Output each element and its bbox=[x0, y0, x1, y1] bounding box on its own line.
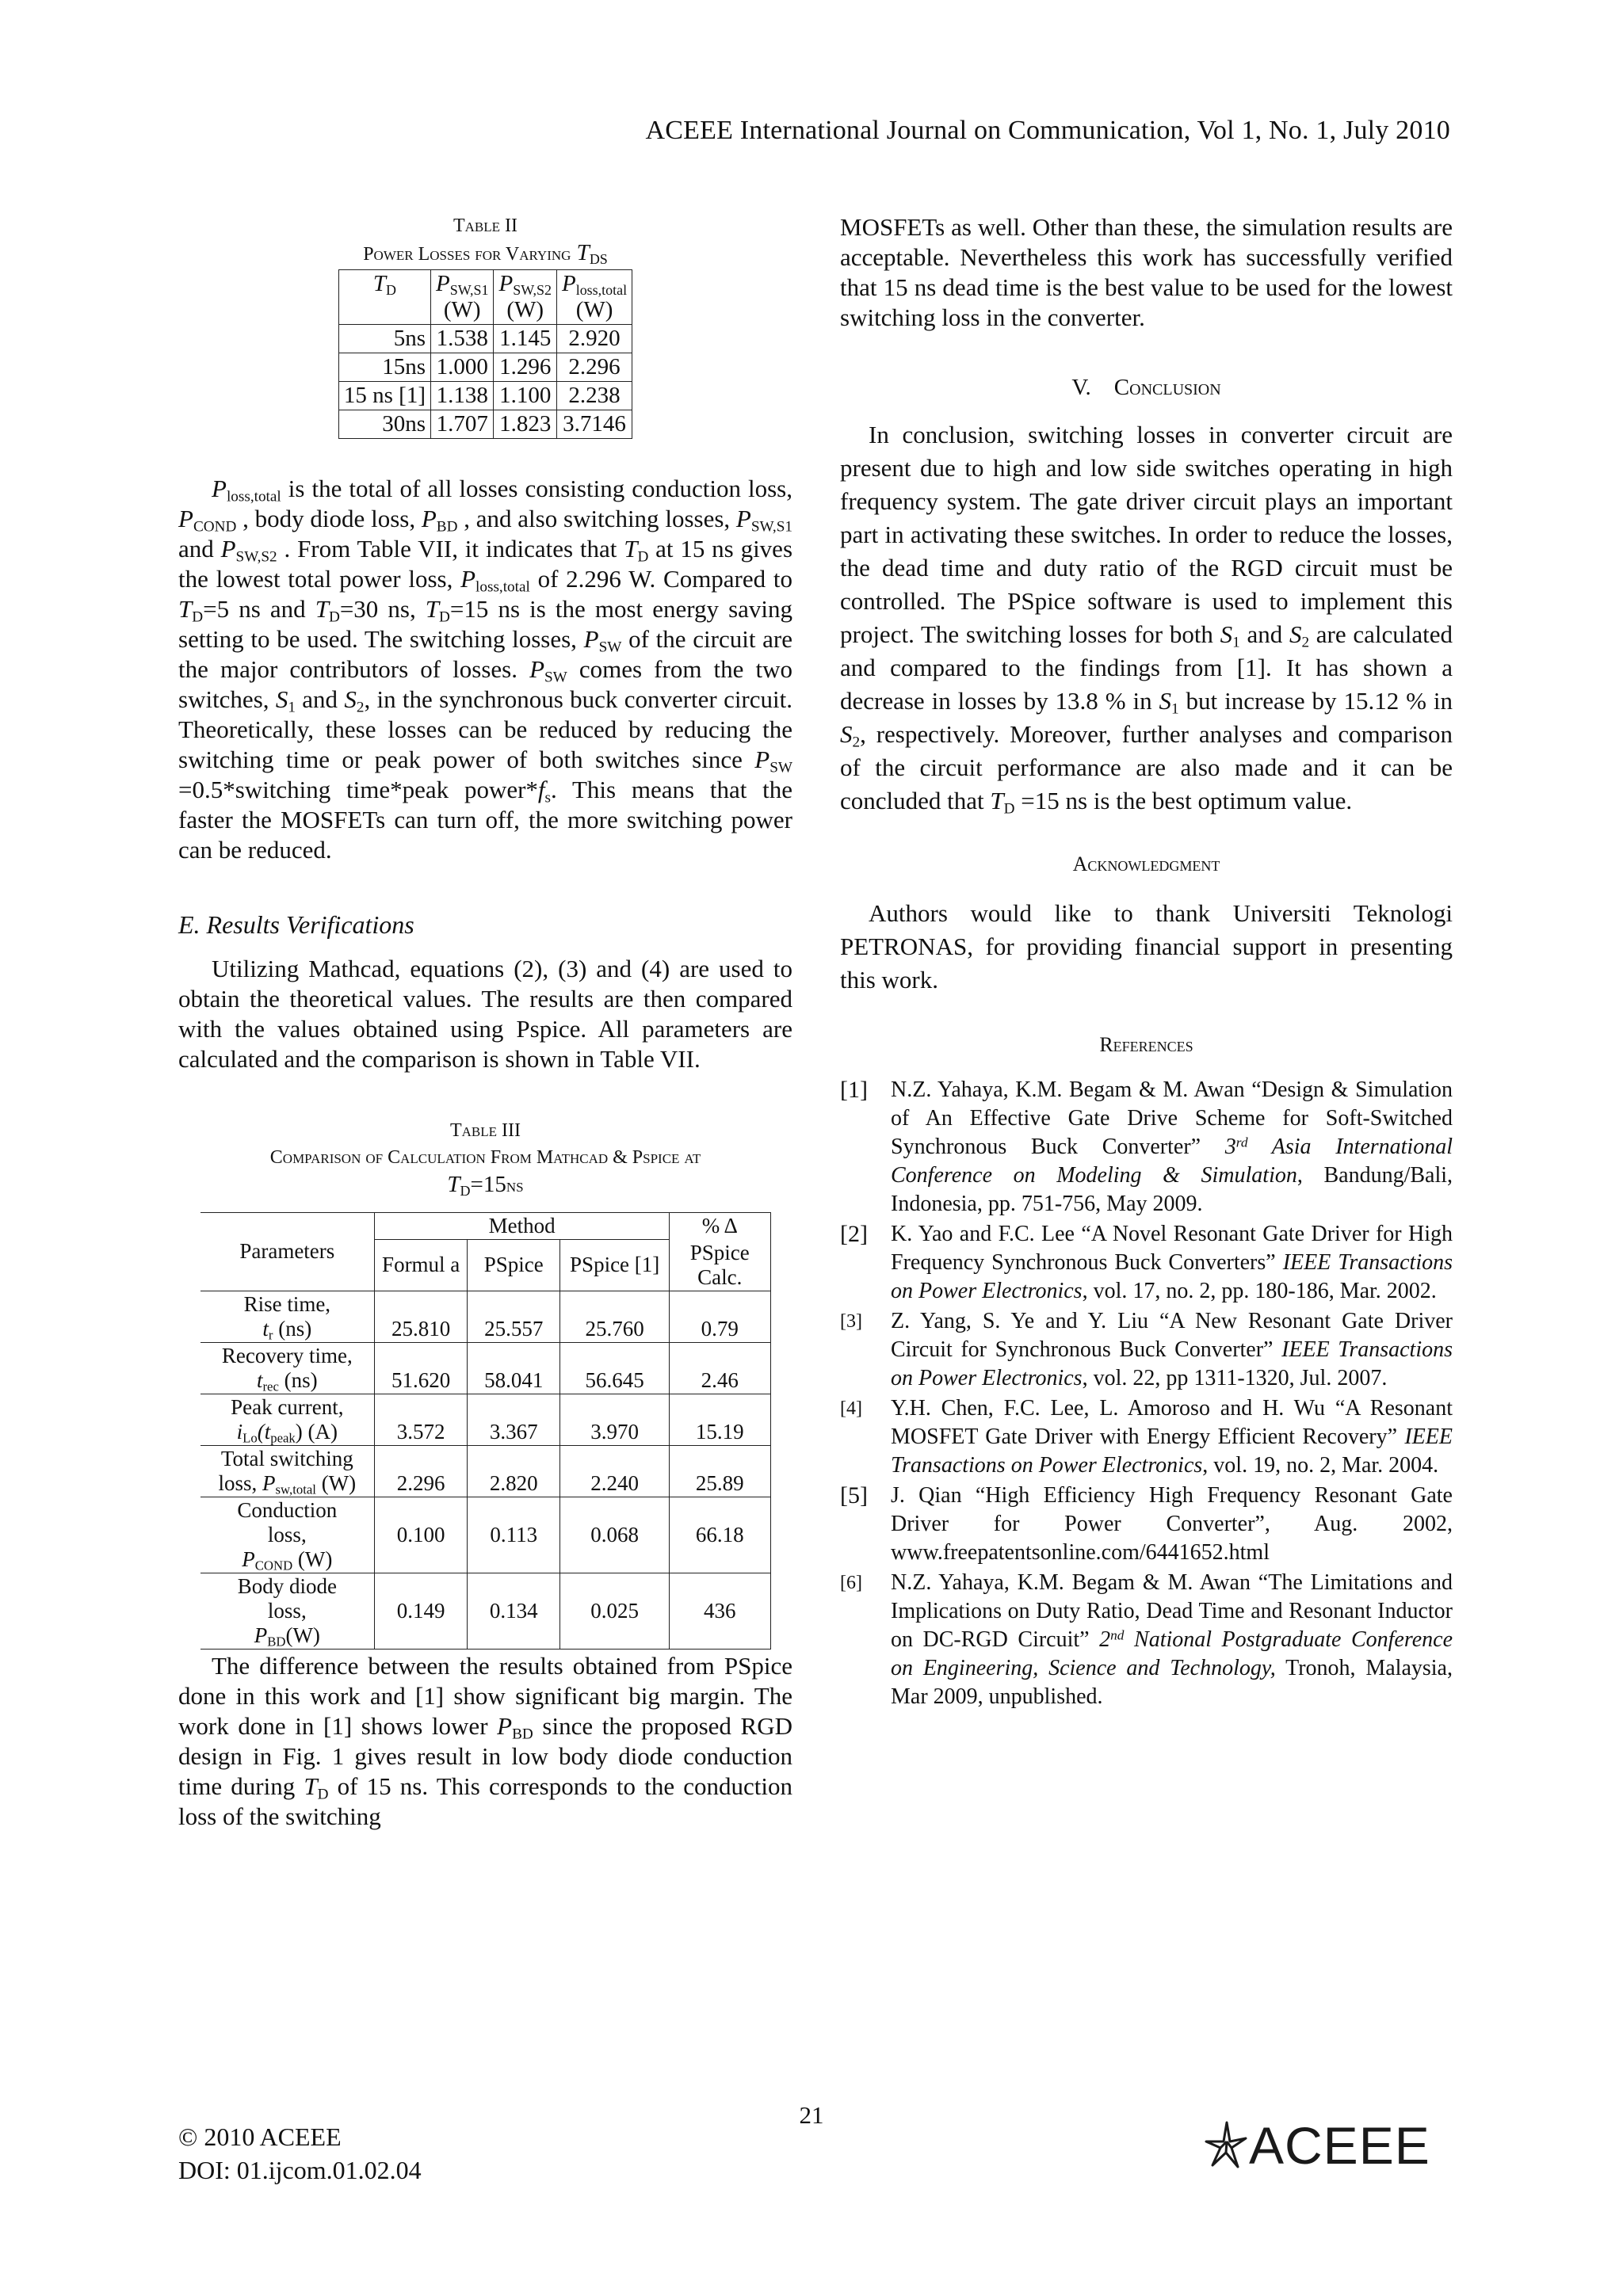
table-cell: 3.367 bbox=[468, 1394, 560, 1445]
table-cell: 25.810 bbox=[375, 1291, 468, 1342]
table-cell: Total switching loss, $P_{sw,total}$ (W) bbox=[200, 1445, 375, 1497]
table-cell: 2.46 bbox=[670, 1342, 770, 1394]
table-row bbox=[338, 382, 632, 410]
table-cell: 3.970 bbox=[560, 1394, 670, 1445]
table-cell: 25.557 bbox=[468, 1291, 560, 1342]
table2-caption bbox=[178, 212, 792, 268]
copyright: © 2010 ACEEE bbox=[178, 2122, 342, 2151]
reference-list bbox=[840, 1076, 1453, 1711]
running-header: ACEEE International Journal on Communication, Vol 1, No. 1, July 2010 bbox=[645, 116, 1450, 145]
table3 bbox=[200, 1212, 771, 1650]
acknowledgment-heading: Acknowledgment bbox=[1072, 852, 1220, 875]
table-cell: 30ns bbox=[338, 410, 430, 439]
table-row bbox=[200, 1394, 771, 1445]
table3-sub-pspice1: PSpice [1] bbox=[560, 1240, 670, 1291]
table3-col-method: Method bbox=[375, 1213, 670, 1240]
table-row bbox=[200, 1497, 771, 1573]
table-cell: 3.7146 bbox=[556, 410, 632, 439]
table-cell: 5ns bbox=[338, 325, 430, 353]
table2-title: Power Losses for Varying $T_{DS}$ bbox=[363, 240, 608, 268]
table-cell: 58.041 bbox=[468, 1342, 560, 1394]
references-heading: References bbox=[1099, 1033, 1193, 1056]
right-column bbox=[840, 212, 1453, 1713]
table-cell: 2.296 bbox=[375, 1445, 468, 1497]
table2-col-ploss-total: $P_{loss,total}$ (W) bbox=[556, 270, 632, 325]
table-cell: Rise time, $t_r$ (ns) bbox=[200, 1291, 375, 1342]
reference-item: [6] N.Z. Yahaya, K.M. Begam & M. Awan “The Limitations and Implications on Duty Ratio, Dead Time and Resonant Inductor on DC-RGD Circuit” 2nd National Postgraduate Conference on Engineering, Science and Technology, Tronoh, Malaysia, Mar 2009, unpublished. bbox=[840, 1570, 1453, 1709]
table-cell: 15 ns [1] bbox=[338, 382, 430, 410]
table3-sub-formula: Formul a bbox=[375, 1240, 468, 1291]
conclusion-heading: V. Conclusion bbox=[1071, 375, 1221, 400]
table-row bbox=[200, 1291, 771, 1342]
table-cell: 2.240 bbox=[560, 1445, 670, 1497]
table-cell: Recovery time, $t_{rec}$ (ns) bbox=[200, 1342, 375, 1394]
table3-caption bbox=[178, 1117, 792, 1199]
table-cell: 3.572 bbox=[375, 1394, 468, 1445]
table3-title: Comparison of Calculation From Mathcad & Pspice at bbox=[269, 1147, 701, 1168]
table-cell: Peak current, $i_{Lo}(t_{peak})$ (A) bbox=[200, 1394, 375, 1445]
table-row bbox=[200, 1573, 771, 1649]
paragraph-ploss-total: $P_{loss,total}$ is the total of all losses consisting conduction loss, $P_{COND}$ , body diode loss, $P_{BD}$ , and also switching losses, $P_{SW,S1}$ and $P_{SW,S2}$ . From Table VII, it indicates that $T_D$ at 15 ns gives the lowest total power loss, $P_{loss,total}$ of 2.296 W. Compared to $T_D=5$ ns and $T_D=30$ ns, $T_D=15$ ns is the most energy saving setting to be used. The switching losses, $P_{SW}$ of the circuit are the major contributors of losses. $P_{SW}$ comes from the two switches, $S_1$ and $S_2$, in the synchronous buck converter circuit. Theoretically, these losses can be reduced by reducing the switching time or peak power of both switches since $P_{SW}$ =0.5*switching time*peak $power*f_s$. This means that the faster the MOSFETs can turn off, the more switching power can be reduced. bbox=[178, 475, 793, 864]
table3-header-row-1 bbox=[200, 1213, 771, 1240]
table-cell: 15ns bbox=[338, 353, 430, 382]
logo-text: ACEEE bbox=[1249, 2116, 1430, 2175]
table-cell: 1.296 bbox=[494, 353, 557, 382]
table-cell: 2.920 bbox=[556, 325, 632, 353]
table3-label: Table III bbox=[449, 1120, 521, 1141]
table-cell: 2.296 bbox=[556, 353, 632, 382]
table-cell: 1.707 bbox=[430, 410, 494, 439]
table2 bbox=[338, 269, 632, 439]
table-row bbox=[200, 1445, 771, 1497]
table-cell: 25.760 bbox=[560, 1291, 670, 1342]
paragraph-acknowledgment: Authors would like to thank Universiti Teknologi PETRONAS, for providing financial support in presenting this work. bbox=[840, 899, 1453, 994]
table-cell: 1.000 bbox=[430, 353, 494, 382]
table3-title-line2: $T_D=15ns$ bbox=[447, 1172, 524, 1199]
reference-item: [2] K. Yao and F.C. Lee “A Novel Resonant Gate Driver for High Frequency Synchronous Buck Converters” IEEE Transactions on Power Electronics, vol. 17, no. 2, pp. 180-186, Mar. 2002. bbox=[840, 1221, 1453, 1303]
paragraph-conclusion: In conclusion, switching losses in converter circuit are present due to high and low side switches operating in high frequency system. The gate driver circuit plays an important part in activating these switches. In order to reduce the losses, the dead time and duty ratio of the RGD circuit must be controlled. The PSpice software is used to implement this project. The switching losses for both $S_1$ and $S_2$ are calculated and compared to the findings from [1]. It has shown a decrease in losses by 13.8 % in $S_1$ but increase by 15.12 % in $S_2$, respectively. Moreover, further analyses and comparison of the circuit performance are also made and it can be concluded that $T_D =15$ ns is the best optimum value. bbox=[840, 421, 1453, 818]
paragraph-results-verification: Utilizing Mathcad, equations (2), (3) and (4) are used to obtain the theoretical values. The results are then compared with the values obtained using Pspice. All parameters are calculated and the comparison is shown in Table VII. bbox=[178, 955, 792, 1073]
table2-col-td: $T_D$ bbox=[338, 270, 430, 325]
table-cell: 1.138 bbox=[430, 382, 494, 410]
table2-header-row bbox=[338, 270, 632, 325]
table3-sub-pspice: PSpice bbox=[468, 1240, 560, 1291]
table-cell: 1.100 bbox=[494, 382, 557, 410]
aceee-star-icon bbox=[1203, 2118, 1249, 2173]
paragraph-mosfets: MOSFETs as well. Other than these, the simulation results are acceptable. Nevertheless this work has successfully verified that 15 ns dead time is the best value to be used for the lowest switching loss in the converter. bbox=[840, 213, 1453, 331]
table2-col-psw-s1: $P_{SW,S1}$ (W) bbox=[430, 270, 494, 325]
table-cell: 0.149 bbox=[375, 1573, 468, 1649]
table-cell: 0.100 bbox=[375, 1497, 468, 1573]
footer-info bbox=[178, 2120, 422, 2187]
table-row bbox=[338, 325, 632, 353]
table2-label: Table II bbox=[453, 215, 518, 236]
table-cell: 56.645 bbox=[560, 1342, 670, 1394]
table-cell: Body diode loss, $P_{BD}(W)$ bbox=[200, 1573, 375, 1649]
table-cell: 0.025 bbox=[560, 1573, 670, 1649]
table-cell: 0.79 bbox=[670, 1291, 770, 1342]
reference-item: [3] Z. Yang, S. Ye and Y. Liu “A New Resonant Gate Driver Circuit for Synchronous Buck Converter” IEEE Transactions on Power Electronics, vol. 22, pp 1311-1320, Jul. 2007. bbox=[840, 1309, 1453, 1390]
table-cell: 0.134 bbox=[468, 1573, 560, 1649]
table-cell: 25.89 bbox=[670, 1445, 770, 1497]
table-cell: 1.145 bbox=[494, 325, 557, 353]
table2-col-psw-s2: $P_{SW,S2}$ (W) bbox=[494, 270, 557, 325]
page-number: 21 bbox=[799, 2101, 824, 2129]
aceee-logo bbox=[1203, 2114, 1430, 2177]
table-row bbox=[200, 1342, 771, 1394]
reference-item: [5] J. Qian “High Efficiency High Frequency Resonant Gate Driver for Power Converter”, Aug. 2002, www.freepatentsonline.com/6441652.html bbox=[840, 1482, 1453, 1565]
table-cell: 51.620 bbox=[375, 1342, 468, 1394]
reference-item: [4] Y.H. Chen, F.C. Lee, L. Amoroso and H. Wu “A Resonant MOSFET Gate Driver with Energy Efficient Recovery” IEEE Transactions on Power Electronics, vol. 19, no. 2, Mar. 2004. bbox=[840, 1396, 1453, 1478]
table-cell: 15.19 bbox=[670, 1394, 770, 1445]
subsection-heading: E. Results Verifications bbox=[178, 910, 414, 939]
table-cell: 1.538 bbox=[430, 325, 494, 353]
table-cell: 0.113 bbox=[468, 1497, 560, 1573]
doi: DOI: 01.ijcom.01.02.04 bbox=[178, 2156, 422, 2184]
table-cell: Conduction loss, $P_{COND}$ (W) bbox=[200, 1497, 375, 1573]
table-cell: 1.823 bbox=[494, 410, 557, 439]
table3-col-pct: % Δ bbox=[670, 1213, 770, 1240]
left-column bbox=[178, 212, 792, 1832]
table3-sub-pct: PSpice Calc. bbox=[670, 1240, 770, 1291]
table-row bbox=[338, 410, 632, 439]
table-cell: 2.238 bbox=[556, 382, 632, 410]
reference-item: [1] N.Z. Yahaya, K.M. Begam & M. Awan “Design & Simulation of An Effective Gate Drive Scheme for Soft-Switched Synchronous Buck Converter” 3rd Asia International Conference on Modeling & Simulation, Bandung/Bali, Indonesia, pp. 751-756, May 2009. bbox=[840, 1077, 1453, 1216]
table-row bbox=[338, 353, 632, 382]
table-cell: 0.068 bbox=[560, 1497, 670, 1573]
table-cell: 436 bbox=[670, 1573, 770, 1649]
paragraph-difference: The difference between the results obtained from PSpice done in this work and [1] show significant big margin. The work done in [1] shows lower $P_{BD}$ since the proposed RGD design in Fig. 1 gives result in low body diode conduction time during $T_D$ of 15 ns. This corresponds to the conduction loss of the switching bbox=[178, 1651, 792, 1830]
table-cell: 66.18 bbox=[670, 1497, 770, 1573]
table3-col-parameters: Parameters bbox=[200, 1213, 375, 1291]
table-cell: 2.820 bbox=[468, 1445, 560, 1497]
